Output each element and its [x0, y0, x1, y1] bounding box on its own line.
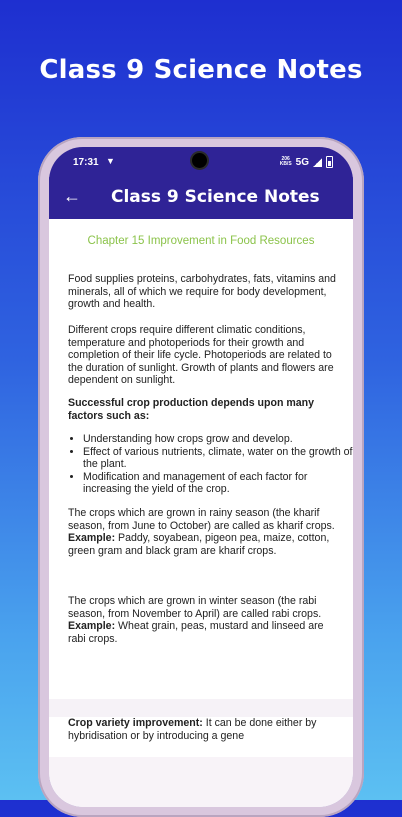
- section-divider: [49, 699, 353, 717]
- notes-card-crop-variety: [49, 717, 353, 757]
- paragraph-climatic-conditions: Different crops require different climatic conditions, temperature and photoperiods for their growth and completion of their life cycle. Photoperiods are related to the duration of sunlight. Growth of plants and flowers are dependent on sunlight.: [68, 324, 334, 387]
- back-arrow-icon[interactable]: ←: [63, 186, 81, 206]
- signal-icon: [313, 158, 322, 167]
- kharif-example: Paddy, soyabean, pigeon pea, maize, cotton, green gram and black gram are kharif crops.: [68, 532, 330, 557]
- paragraph-kharif-crops: [68, 507, 336, 557]
- status-icons: [280, 156, 333, 168]
- paragraph-successful-crop: Successful crop production depends upon many factors such as:: [68, 397, 315, 422]
- app-bar: [49, 177, 353, 219]
- network-speed: [280, 157, 292, 167]
- network-type: 5G: [295, 156, 309, 168]
- kharif-example-label: Example:: [68, 532, 116, 545]
- crop-variety-text: It can be done either by hybridisation or by introducing a gene: [68, 717, 317, 742]
- promo-title: Class 9 Science Notes: [39, 55, 363, 85]
- rabi-example: Wheat grain, peas, mustard and linseed are rabi crops.: [68, 620, 324, 645]
- status-time: 17:31: [73, 157, 99, 168]
- factors-list: [69, 433, 353, 496]
- list-item: • Understanding how crops grow and develop.: [83, 433, 353, 446]
- kharif-text: The crops which are grown in rainy season (the kharif season, from June to October) are called as kharif crops.: [68, 507, 335, 532]
- shield-icon: ▼: [106, 156, 115, 166]
- list-item: • Effect of various nutrients, climate, water on the growth of the plant.: [83, 446, 353, 471]
- camera-cutout: [192, 153, 207, 168]
- crop-variety-label: Crop variety improvement:: [68, 717, 203, 729]
- paragraph-food-supplies: Food supplies proteins, carbohydrates, fats, vitamins and minerals, all of which we require for body development, growth and health.: [68, 273, 336, 311]
- network-speed-value: 206: [281, 156, 290, 162]
- paragraph-crop-variety: [68, 717, 336, 742]
- rabi-example-label: Example:: [68, 620, 116, 633]
- status-bar: [49, 147, 353, 177]
- phone-screen: [49, 147, 353, 807]
- chapter-title: Chapter 15 Improvement in Food Resources: [87, 235, 315, 247]
- network-speed-unit: KB/S: [279, 161, 292, 167]
- notes-content[interactable]: [49, 219, 353, 807]
- paragraph-rabi-crops: [68, 595, 336, 645]
- app-bar-title: Class 9 Science Notes: [111, 187, 320, 207]
- list-item: • Modification and management of each factor for increasing the yield of the crop.: [83, 471, 353, 496]
- notes-card: [49, 219, 353, 699]
- battery-icon: [326, 156, 333, 168]
- rabi-text: The crops which are grown in winter season (the rabi season, from November to April) are called rabi crops.: [68, 595, 322, 620]
